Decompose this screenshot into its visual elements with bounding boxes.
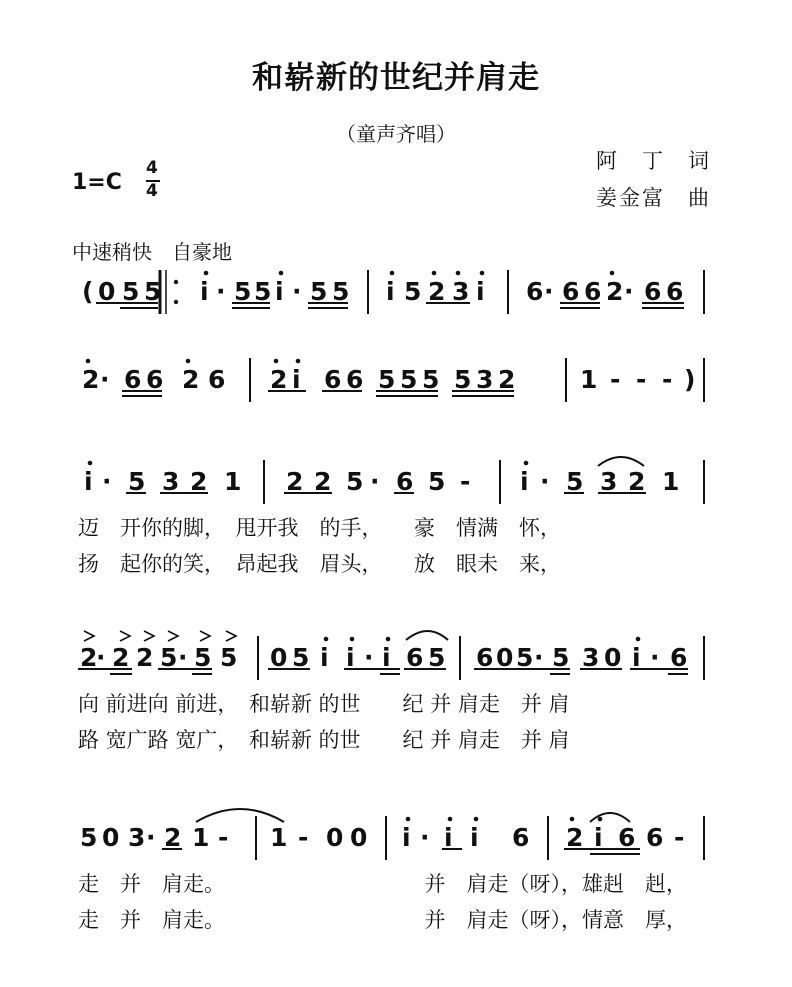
high-octave-dot <box>448 817 453 822</box>
note-1-6: 2 <box>270 365 288 394</box>
note-1-20: ) <box>684 365 696 394</box>
high-octave-dot <box>598 817 603 822</box>
high-octave-dot <box>390 271 395 276</box>
note-1-3: 6 <box>146 365 164 394</box>
note-3-19: · <box>534 643 544 672</box>
lyric-line-verse1-b: 向 前进向 前进， 和崭新 的世 纪 并 肩走 并 肩 <box>78 692 570 716</box>
note-4-16: 2 <box>566 823 584 852</box>
note-3-18: 5 <box>516 643 534 672</box>
note-2-5: 1 <box>224 467 242 496</box>
note-0-11: 5 <box>332 277 350 306</box>
note-4-17: i <box>594 823 603 852</box>
accent-mark <box>120 631 130 641</box>
note-3-1: · <box>96 643 106 672</box>
note-0-12: i <box>386 277 395 306</box>
note-1-8: 6 <box>324 365 342 394</box>
note-1-1: · <box>100 365 110 394</box>
note-4-1: 0 <box>102 823 120 852</box>
slur <box>590 813 630 822</box>
note-4-9: 0 <box>326 823 344 852</box>
high-octave-dot <box>88 461 93 466</box>
note-2-10: 6 <box>396 467 414 496</box>
high-octave-dot <box>296 359 301 364</box>
note-0-4: i <box>200 277 209 306</box>
note-2-15: 5 <box>566 467 584 496</box>
performance-note: （童声齐唱） <box>336 122 456 146</box>
note-4-0: 5 <box>80 823 98 852</box>
note-4-11: i <box>402 823 411 852</box>
note-0-18: · <box>544 277 554 306</box>
key-signature: 1=C <box>72 170 122 195</box>
note-1-12: 5 <box>422 365 440 394</box>
note-2-16: 3 <box>600 467 618 496</box>
note-0-20: 6 <box>584 277 602 306</box>
note-1-0: 2 <box>82 365 100 394</box>
high-octave-dot <box>636 637 641 642</box>
high-octave-dot <box>474 817 479 822</box>
note-2-0: i <box>84 467 93 496</box>
note-0-14: 2 <box>428 277 446 306</box>
note-4-8: - <box>298 823 309 852</box>
note-4-12: · <box>420 823 430 852</box>
note-3-3: 2 <box>136 643 154 672</box>
note-0-22: · <box>624 277 634 306</box>
accent-mark <box>168 631 178 641</box>
note-1-13: 5 <box>454 365 472 394</box>
note-0-3: 5 <box>144 277 162 306</box>
accent-mark <box>226 631 236 641</box>
note-3-21: 3 <box>582 643 600 672</box>
tempo-marking: 中速稍快 自豪地 <box>72 240 232 264</box>
high-octave-dot <box>406 817 411 822</box>
high-octave-dot <box>610 271 615 276</box>
note-4-14: i <box>470 823 479 852</box>
note-3-13: i <box>382 643 391 672</box>
high-octave-dot <box>524 461 529 466</box>
high-octave-dot <box>432 271 437 276</box>
note-2-11: 5 <box>428 467 446 496</box>
lyricist-credit: 阿 丁 词 <box>596 149 711 173</box>
lyric-line-verse1-a: 迈 开你的脚， 甩开我 的手， 豪 情满 怀， <box>78 516 561 540</box>
high-octave-dot <box>480 271 485 276</box>
high-octave-dot <box>274 359 279 364</box>
note-4-19: 6 <box>646 823 664 852</box>
note-4-13: i <box>444 823 453 852</box>
note-3-9: 5 <box>292 643 310 672</box>
note-0-10: 5 <box>310 277 328 306</box>
accent-mark <box>84 631 94 641</box>
accent-mark <box>144 631 154 641</box>
lyric-line-verse2-b: 路 宽广路 宽广， 和崭新 的世 纪 并 肩走 并 肩 <box>78 728 570 752</box>
note-2-13: i <box>520 467 529 496</box>
composer-credit: 姜金富 曲 <box>596 186 711 210</box>
lyric-line-verse2-a: 扬 起你的笑， 昂起我 眉头， 放 眼未 来， <box>78 552 561 576</box>
note-3-0: 2 <box>80 643 98 672</box>
note-1-4: 2 <box>182 365 200 394</box>
note-1-7: i <box>292 365 301 394</box>
high-octave-dot <box>456 271 461 276</box>
song-title: 和崭新的世纪并肩走 <box>252 60 540 96</box>
time-signature-top: 4 <box>146 158 158 178</box>
note-1-19: - <box>662 365 673 394</box>
note-0-5: · <box>216 277 226 306</box>
note-3-11: i <box>346 643 355 672</box>
note-4-2: 3 <box>128 823 146 852</box>
octave-dots <box>86 271 641 822</box>
note-3-22: 0 <box>604 643 622 672</box>
note-1-5: 6 <box>208 365 226 394</box>
note-3-10: i <box>320 643 329 672</box>
note-0-7: 5 <box>254 277 272 306</box>
note-1-2: 6 <box>124 365 142 394</box>
slur <box>598 457 644 466</box>
notes-layer <box>80 277 695 852</box>
note-2-3: 3 <box>162 467 180 496</box>
note-3-15: 5 <box>428 643 446 672</box>
note-1-17: - <box>610 365 621 394</box>
high-octave-dot <box>186 359 191 364</box>
note-4-5: 1 <box>192 823 210 852</box>
note-2-1: · <box>102 467 112 496</box>
high-octave-dot <box>350 637 355 642</box>
note-4-10: 0 <box>350 823 368 852</box>
high-octave-dot <box>570 817 575 822</box>
note-0-21: 2 <box>606 277 624 306</box>
note-1-9: 6 <box>346 365 364 394</box>
note-0-19: 6 <box>562 277 580 306</box>
high-octave-dot <box>386 637 391 642</box>
note-0-9: · <box>292 277 302 306</box>
note-1-15: 2 <box>498 365 516 394</box>
note-0-15: 3 <box>452 277 470 306</box>
note-2-4: 2 <box>190 467 208 496</box>
note-1-11: 5 <box>400 365 418 394</box>
note-4-3: · <box>146 823 156 852</box>
note-3-24: · <box>650 643 660 672</box>
time-signature-bottom: 4 <box>146 181 158 201</box>
note-1-16: 1 <box>580 365 598 394</box>
note-4-4: 2 <box>164 823 182 852</box>
high-octave-dot <box>324 637 329 642</box>
note-0-2: 5 <box>122 277 140 306</box>
note-3-14: 6 <box>406 643 424 672</box>
note-3-8: 0 <box>270 643 288 672</box>
note-2-9: · <box>370 467 380 496</box>
note-4-6: - <box>218 823 229 852</box>
note-3-23: i <box>632 643 641 672</box>
note-0-13: 5 <box>404 277 422 306</box>
note-3-5: · <box>178 643 188 672</box>
note-4-20: - <box>674 823 685 852</box>
note-3-4: 5 <box>160 643 178 672</box>
tie <box>196 809 284 822</box>
note-0-0: ( <box>82 277 94 306</box>
note-0-8: i <box>275 277 284 306</box>
note-0-1: 0 <box>98 277 116 306</box>
note-2-17: 2 <box>628 467 646 496</box>
slur <box>406 631 448 640</box>
high-octave-dot <box>86 359 91 364</box>
note-3-6: 5 <box>194 643 212 672</box>
note-1-18: - <box>636 365 647 394</box>
accent-mark <box>200 631 210 641</box>
note-3-20: 5 <box>552 643 570 672</box>
note-3-16: 6 <box>476 643 494 672</box>
note-0-23: 6 <box>644 277 662 306</box>
note-0-17: 6 <box>526 277 544 306</box>
note-3-2: 2 <box>112 643 130 672</box>
note-2-8: 5 <box>346 467 364 496</box>
note-2-6: 2 <box>286 467 304 496</box>
repeat-dot <box>174 280 178 284</box>
note-2-12: - <box>460 467 471 496</box>
note-3-7: 5 <box>220 643 238 672</box>
note-4-18: 6 <box>618 823 636 852</box>
note-1-10: 5 <box>378 365 396 394</box>
note-0-16: i <box>476 277 485 306</box>
lyric-line-verse2-c: 走 并 肩走。 并 肩走（呀），情意 厚， <box>78 908 687 932</box>
note-2-2: 5 <box>128 467 146 496</box>
note-4-7: 1 <box>270 823 288 852</box>
high-octave-dot <box>204 271 209 276</box>
repeat-dot <box>174 300 178 304</box>
note-0-24: 6 <box>666 277 684 306</box>
lyric-line-verse1-c: 走 并 肩走。 并 肩走（呀），雄赳 赳， <box>78 872 687 896</box>
note-2-7: 2 <box>314 467 332 496</box>
note-1-14: 3 <box>476 365 494 394</box>
note-3-17: 0 <box>496 643 514 672</box>
score-marks <box>78 270 704 860</box>
note-2-14: · <box>540 467 550 496</box>
note-3-12: · <box>364 643 374 672</box>
high-octave-dot <box>279 271 284 276</box>
note-2-18: 1 <box>662 467 680 496</box>
note-0-6: 5 <box>234 277 252 306</box>
note-3-25: 6 <box>670 643 688 672</box>
note-4-15: 6 <box>512 823 530 852</box>
